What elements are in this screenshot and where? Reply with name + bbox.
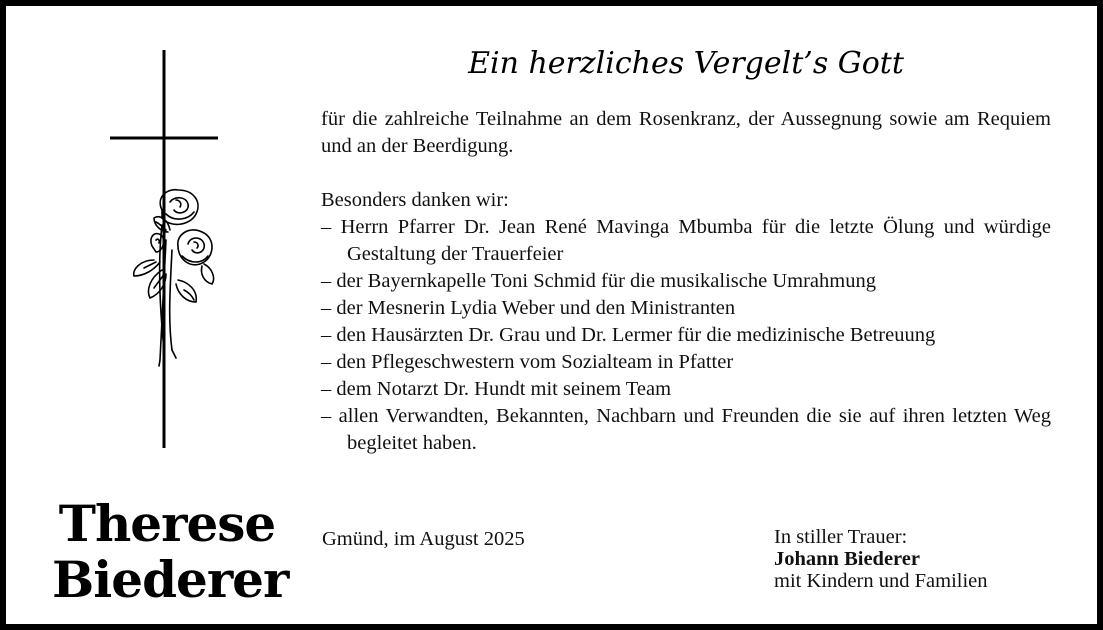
thanks-item: – den Hausärzten Dr. Grau und Dr. Lermer für die medizinische Betreuung [321, 324, 936, 346]
thanks-body [321, 106, 1051, 457]
mourner-name: Johann Biederer [774, 548, 920, 570]
mourner-family: mit Kindern und Familien [774, 570, 988, 592]
thanks-item: – dem Notarzt Dr. Hundt mit seinem Team [321, 378, 672, 400]
thanks-item: – Herrn Pfarrer Dr. Jean René Mavinga Mbumba für die letzte Ölung und würdige Gestaltung der Trauerfeier [321, 216, 1051, 265]
thanks-title: Besonders danken wir: [321, 189, 509, 211]
intro-paragraph: für die zahlreiche Teilnahme an dem Rosenkranz, der Aussegnung sowie am Requiem und an der Beerdigung. [321, 108, 1051, 157]
cross-with-roses [104, 50, 234, 450]
heading: Ein herzliches Vergelt’s Gott [468, 46, 904, 81]
place-date: Gmünd, im August 2025 [322, 528, 525, 550]
thanks-item: – den Pflegeschwestern vom Sozialteam in Pfatter [321, 351, 734, 373]
first-name: Therese [58, 494, 276, 553]
cross-icon [104, 50, 234, 450]
left-column [12, 12, 312, 630]
last-name: Biederer [52, 550, 289, 609]
mourning-label: In stiller Trauer: [774, 526, 908, 548]
spacer [321, 160, 1051, 187]
mourning-signature [774, 526, 1064, 592]
thanks-item: – der Bayernkapelle Toni Schmid für die musikalische Umrahmung [321, 270, 876, 292]
thanks-item: – der Mesnerin Lydia Weber und den Ministranten [321, 297, 736, 319]
thanks-item: – allen Verwandten, Bekannten, Nachbarn und Freunden die sie auf ihren letzten Weg begleitet haben. [321, 405, 1051, 454]
deceased-name [52, 494, 289, 609]
rose-icon [134, 190, 214, 366]
